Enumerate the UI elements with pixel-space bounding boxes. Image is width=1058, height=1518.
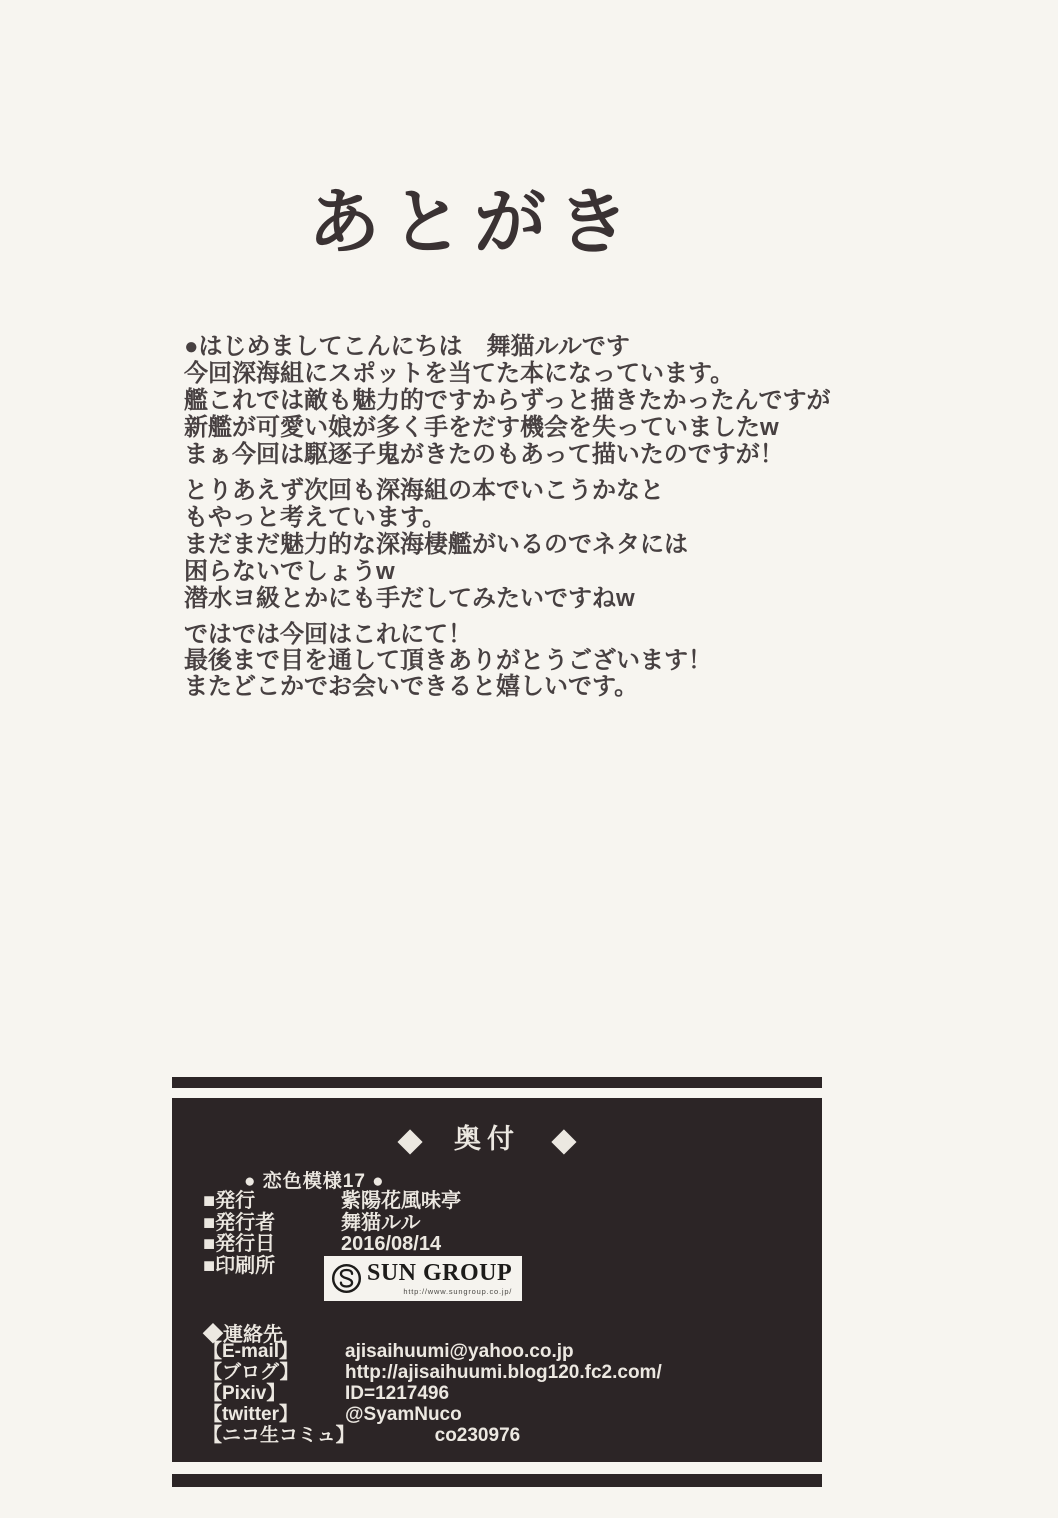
- diamond-icon: ◆: [398, 1122, 422, 1157]
- colophon-title: 奥付: [454, 1124, 520, 1154]
- afterword-paragraph: [184, 622, 712, 700]
- publish-value: 2016/08/14: [341, 1233, 442, 1255]
- afterword-line: ●はじめましてこんにちは 舞猫ルルです: [184, 333, 630, 360]
- afterword-line: 最後まで目を通して頂きありがとうございます！: [184, 647, 712, 674]
- printer-url: http://www.sungroup.co.jp/: [403, 1287, 513, 1296]
- afterword-line: 艦これでは敵も魅力的ですからずっと描きたかったんですが: [184, 387, 831, 414]
- afterword-line: ではでは今回はこれにて！: [184, 621, 472, 648]
- colophon-top-rule: [172, 1077, 822, 1088]
- contact-row: [203, 1341, 662, 1362]
- afterword-line: 新艦が可愛い娘が多く手をだす機会を失っていましたw: [184, 414, 779, 441]
- printer-name: SUN GROUP: [367, 1260, 513, 1286]
- contact-value: ID=1217496: [345, 1383, 450, 1404]
- publish-value: 舞猫ルル: [341, 1211, 421, 1234]
- contact-row: [203, 1425, 662, 1446]
- afterword-line: またどこかでお会いできると嬉しいです。: [184, 673, 639, 700]
- afterword-line: 潜水ヨ級とかにも手だしてみたいですねw: [184, 585, 635, 612]
- publish-row: [203, 1213, 461, 1235]
- publish-row: [203, 1191, 461, 1213]
- afterword-line: もやっと考えています。: [184, 504, 447, 531]
- diamond-icon: ◆: [552, 1122, 576, 1157]
- colophon-header: [162, 1124, 812, 1155]
- contact-value: ajisaihuumi@yahoo.co.jp: [345, 1341, 574, 1362]
- contact-label: 【twitter】: [203, 1404, 299, 1425]
- contact-row: [203, 1383, 662, 1404]
- sun-group-circle-s-icon: [331, 1263, 362, 1294]
- afterword-paragraph: [184, 477, 688, 612]
- afterword-line: まだまだ魅力的な深海棲艦がいるのでネタには: [184, 531, 688, 558]
- afterword-paragraph: [184, 333, 831, 468]
- publish-label: ■印刷所: [203, 1254, 276, 1277]
- contact-value: http://ajisaihuumi.blog120.fc2.com/: [345, 1362, 662, 1383]
- afterword-line: まぁ今回は駆逐子鬼がきたのもあって描いたのですが！: [184, 441, 784, 468]
- contact-label: 【ブログ】: [203, 1362, 299, 1383]
- contact-label: 【E-mail】: [203, 1341, 299, 1362]
- page-title: あとがき: [308, 179, 641, 264]
- printer-logo-text-block: [367, 1261, 512, 1296]
- contact-row: [203, 1362, 662, 1383]
- colophon-bottom-rule: [172, 1474, 822, 1487]
- publish-value: 紫陽花風味亭: [341, 1190, 461, 1212]
- series-title: ● 恋色模様17 ●: [244, 1171, 385, 1192]
- afterword-line: 今回深海組にスポットを当てた本になっています。: [184, 360, 735, 387]
- publish-row: [203, 1234, 461, 1256]
- contact-value: @SyamNuco: [345, 1404, 462, 1425]
- contact-value: co230976: [434, 1425, 521, 1446]
- publish-label: ■発行: [203, 1190, 256, 1212]
- afterword-line: 困らないでしょうw: [184, 558, 395, 585]
- contact-info: [203, 1341, 662, 1446]
- printer-logo: [324, 1256, 522, 1301]
- colophon-box: [172, 1098, 822, 1462]
- contact-row: [203, 1404, 662, 1425]
- contact-label: 【ニコ生コミュ】: [203, 1425, 355, 1446]
- publish-label: ■発行者: [203, 1211, 276, 1234]
- afterword-line: とりあえず次回も深海組の本でいこうかなと: [184, 477, 664, 504]
- publish-label: ■発行日: [203, 1233, 276, 1255]
- contact-section-header: ◆連絡先: [203, 1324, 283, 1346]
- contact-label: 【Pixiv】: [203, 1383, 286, 1404]
